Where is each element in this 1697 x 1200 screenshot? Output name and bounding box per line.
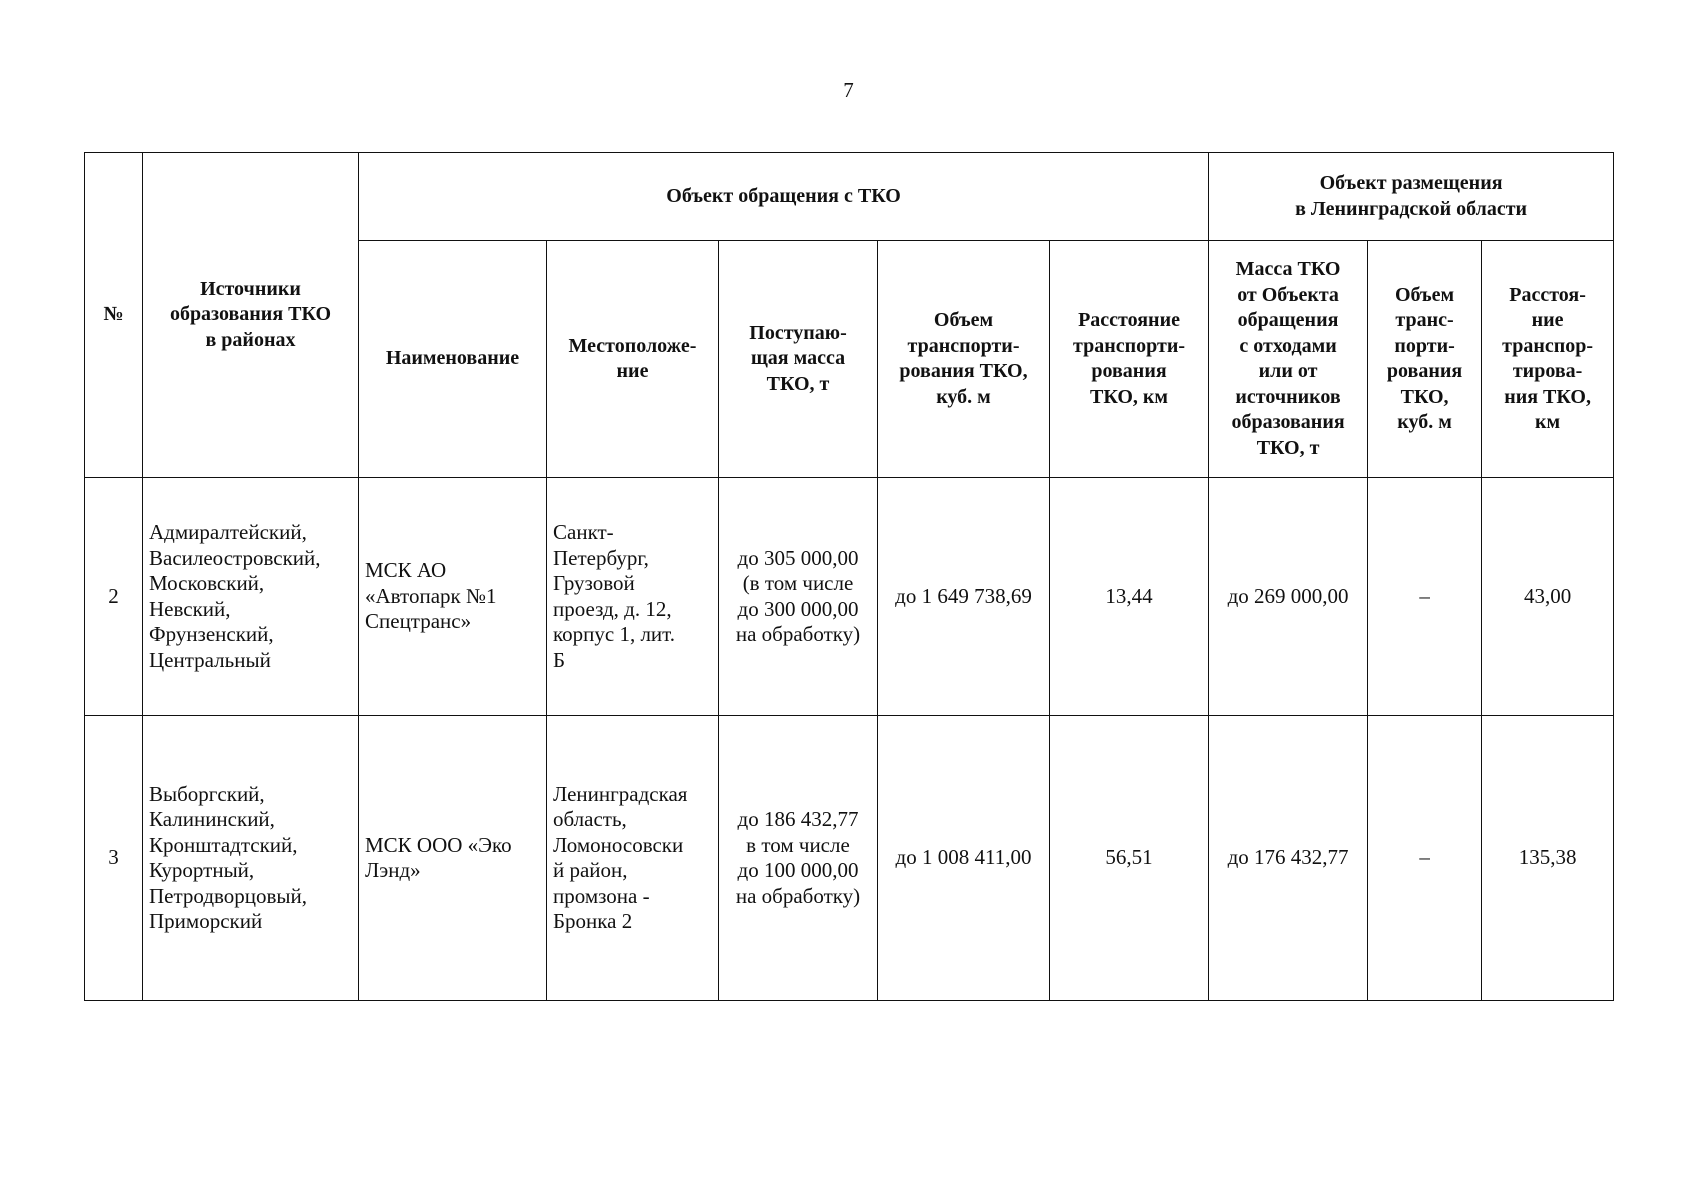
header-transport-volume: Объем транспорти- рования ТКО, куб. м [878,241,1050,478]
row-incoming-mass: до 186 432,77 в том числе до 100 000,00 на обработку) [719,716,878,1001]
row-name: МСК ООО «Эко Лэнд» [359,716,547,1001]
row-placement-mass: до 269 000,00 [1209,478,1368,716]
row-placement-volume: – [1368,716,1482,1001]
row-placement-mass: до 176 432,77 [1209,716,1368,1001]
row-location: Ленинградская область, Ломоносовски й район, промзона - Бронка 2 [547,716,719,1001]
header-incoming-mass: Поступаю- щая масса ТКО, т [719,241,878,478]
header-row-top [85,153,1614,241]
row-incoming-mass: до 305 000,00 (в том числе до 300 000,00 на обработку) [719,478,878,716]
header-placement-volume: Объем транс- порти- рования ТКО, куб. м [1368,241,1482,478]
row-sources: Выборгский, Калининский, Кронштадтский, Курортный, Петродворцовый, Приморский [143,716,359,1001]
row-name: МСК АО «Автопарк №1 Спецтранс» [359,478,547,716]
header-placement-mass: Масса ТКО от Объекта обращения с отходами или от источников образования ТКО, т [1209,241,1368,478]
row-transport-distance: 56,51 [1050,716,1209,1001]
row-placement-distance: 43,00 [1482,478,1614,716]
header-location: Местоположе- ние [547,241,719,478]
row-number: 2 [85,478,143,716]
row-transport-distance: 13,44 [1050,478,1209,716]
header-number: № [85,153,143,478]
row-transport-volume: до 1 649 738,69 [878,478,1050,716]
page-number: 7 [843,78,854,102]
header-transport-distance: Расстояние транспорти- рования ТКО, км [1050,241,1209,478]
row-placement-distance: 135,38 [1482,716,1614,1001]
row-number: 3 [85,716,143,1001]
row-sources: Адмиралтейский, Василеостровский, Московский, Невский, Фрунзенский, Центральный [143,478,359,716]
waste-objects-table [84,152,1614,1001]
row-location: Санкт- Петербург, Грузовой проезд, д. 12, корпус 1, лит. Б [547,478,719,716]
table-row [85,716,1614,1001]
header-placement-distance: Расстоя- ние транспор- тирова- ния ТКО, км [1482,241,1614,478]
row-placement-volume: – [1368,478,1482,716]
header-object-group: Объект обращения с ТКО [359,153,1209,241]
header-name: Наименование [359,241,547,478]
row-transport-volume: до 1 008 411,00 [878,716,1050,1001]
header-sources: Источники образования ТКО в районах [143,153,359,478]
header-placement-group: Объект размещения в Ленинградской области [1209,153,1614,241]
table-row [85,478,1614,716]
